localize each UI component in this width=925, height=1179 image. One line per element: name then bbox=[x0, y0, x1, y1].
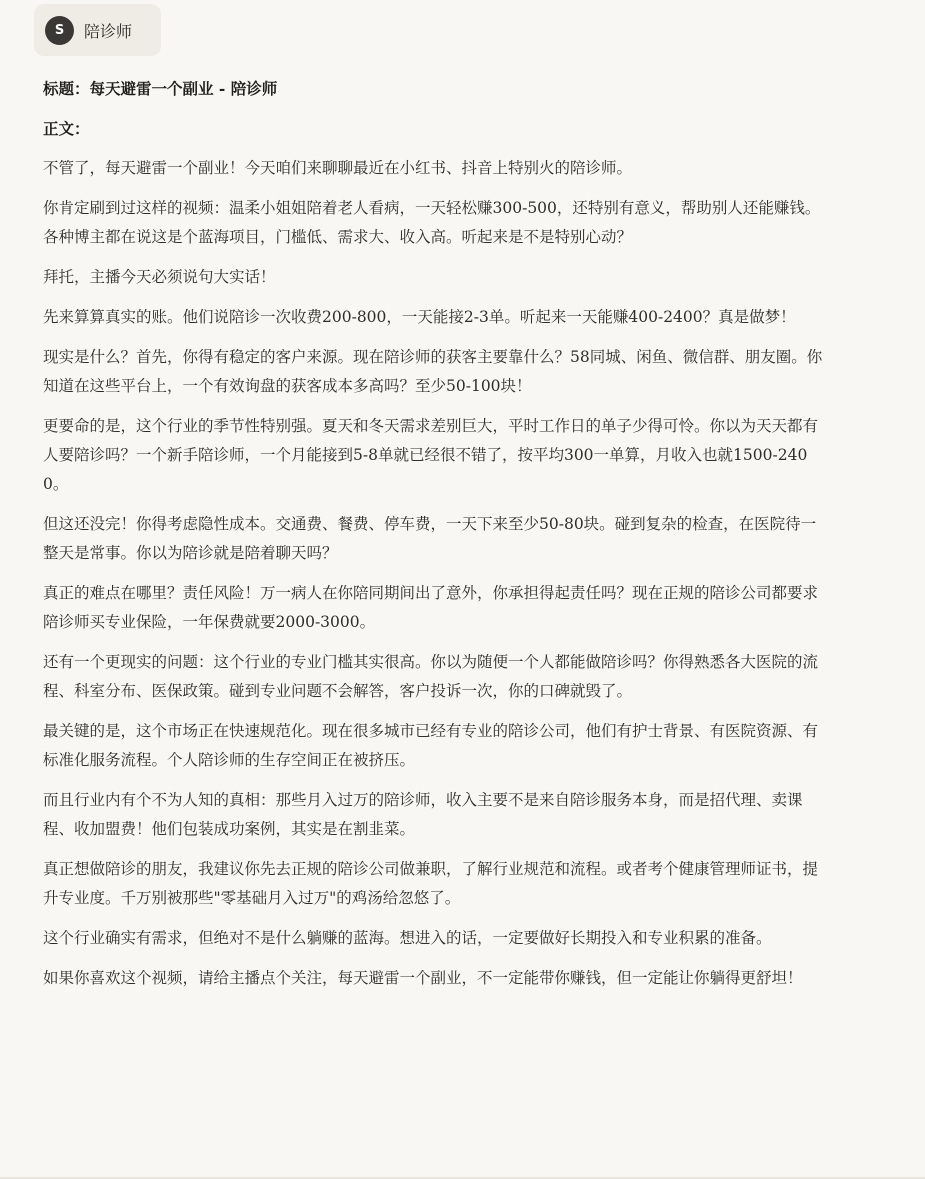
avatar: S bbox=[45, 16, 74, 45]
artifact-chip[interactable] bbox=[34, 4, 161, 56]
paragraph: 还有一个更现实的问题：这个行业的专业门槛其实很高。你以为随便一个人都能做陪诊吗？你得熟悉各大医院的流程、科室分布、医保政策。碰到专业问题不会解答，客户投诉一次，你的口碑就毁了。 bbox=[43, 653, 819, 700]
body-label: 正文： bbox=[43, 119, 90, 138]
chip-label: 陪诊师 bbox=[84, 21, 133, 41]
message-content bbox=[43, 74, 823, 1004]
paragraph: 真正想做陪诊的朋友，我建议你先去正规的陪诊公司做兼职，了解行业规范和流程。或者考个健康管理师证书，提升专业度。千万别被那些"零基础月入过万"的鸡汤给忽悠了。 bbox=[43, 860, 819, 907]
paragraph: 最关键的是，这个市场正在快速规范化。现在很多城市已经有专业的陪诊公司，他们有护士背景、有医院资源、有标准化服务流程。个人陪诊师的生存空间正在被挤压。 bbox=[43, 722, 819, 769]
paragraph: 如果你喜欢这个视频，请给主播点个关注，每天避雷一个副业，不一定能带你赚钱，但一定能让你躺得更舒坦！ bbox=[43, 969, 803, 987]
paragraph: 更要命的是，这个行业的季节性特别强。夏天和冬天需求差别巨大，平时工作日的单子少得可怜。你以为天天都有人要陪诊吗？一个新手陪诊师，一个月能接到5-8单就已经很不错了，按平均300一单算，月收入也就1500-2400。 bbox=[43, 417, 819, 493]
paragraph: 真正的难点在哪里？责任风险！万一病人在你陪同期间出了意外，你承担得起责任吗？现在正规的陪诊公司都要求陪诊师买专业保险，一年保费就要2000-3000。 bbox=[43, 584, 819, 631]
paragraph: 拜托，主播今天必须说句大实话！ bbox=[43, 268, 276, 286]
paragraph: 而且行业内有个不为人知的真相：那些月入过万的陪诊师，收入主要不是来自陪诊服务本身，而是招代理、卖课程、收加盟费！他们包装成功案例，其实是在割韭菜。 bbox=[43, 791, 803, 838]
paragraph: 这个行业确实有需求，但绝对不是什么躺赚的蓝海。想进入的话，一定要做好长期投入和专业积累的准备。 bbox=[43, 929, 772, 947]
paragraph: 不管了，每天避雷一个副业！今天咱们来聊聊最近在小红书、抖音上特别火的陪诊师。 bbox=[43, 159, 633, 177]
paragraph: 你肯定刷到过这样的视频：温柔小姐姐陪着老人看病，一天轻松赚300-500，还特别有意义，帮助别人还能赚钱。各种博主都在说这是个蓝海项目，门槛低、需求大、收入高。听起来是不是特别心动？ bbox=[43, 199, 821, 246]
paragraph: 但这还没完！你得考虑隐性成本。交通费、餐费、停车费，一天下来至少50-80块。碰到复杂的检查，在医院待一整天是常事。你以为陪诊就是陪着聊天吗？ bbox=[43, 515, 817, 562]
paragraph: 先来算算真实的账。他们说陪诊一次收费200-800，一天能接2-3单。听起来一天能赚400-2400？真是做梦！ bbox=[43, 308, 796, 326]
paragraph: 现实是什么？首先，你得有稳定的客户来源。现在陪诊师的获客主要靠什么？58同城、闲鱼、微信群、朋友圈。你知道在这些平台上，一个有效询盘的获客成本多高吗？至少50-100块！ bbox=[43, 348, 823, 395]
article-title: 标题：每天避雷一个副业 - 陪诊师 bbox=[43, 79, 278, 98]
